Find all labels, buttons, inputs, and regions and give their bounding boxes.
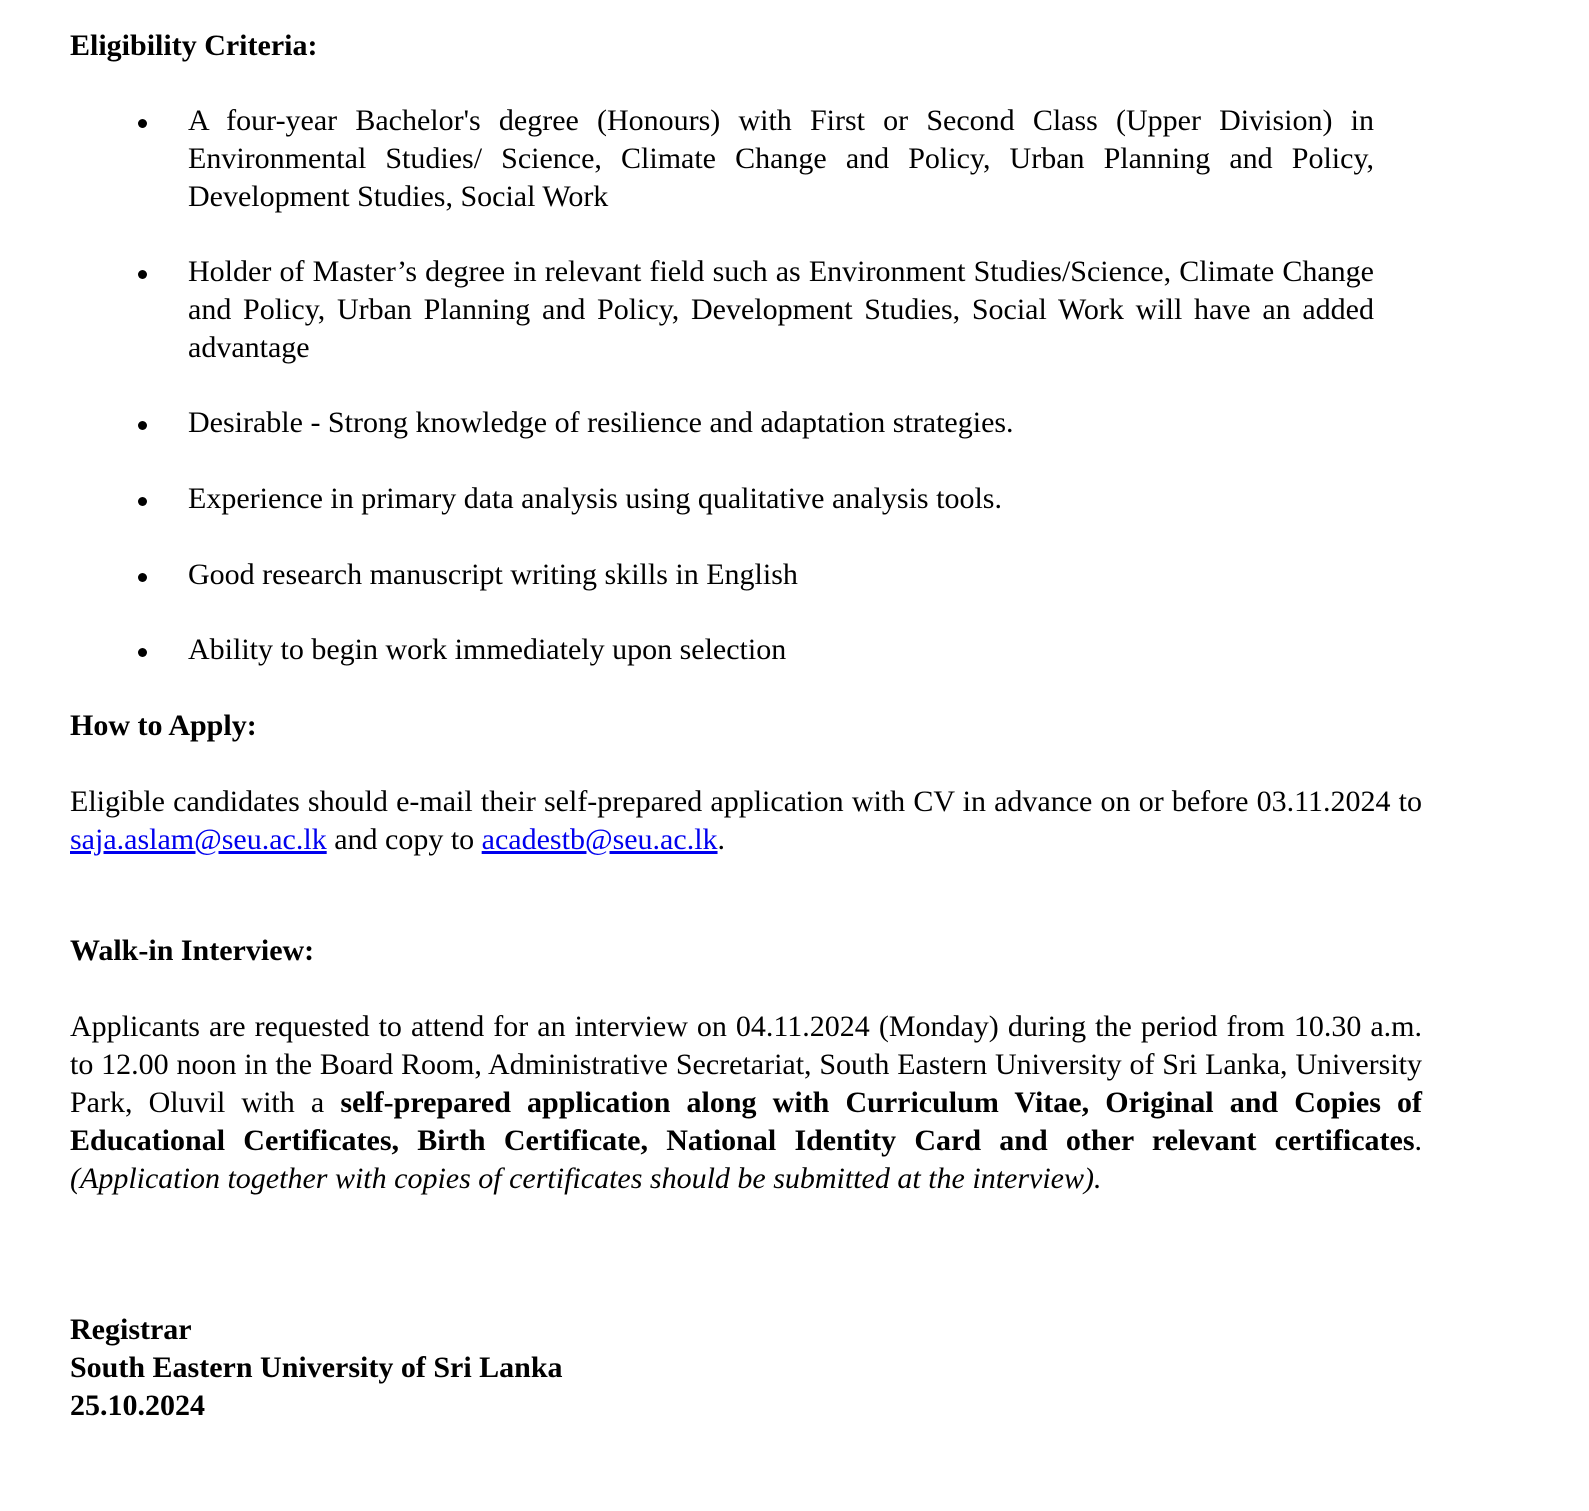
list-item-text: Desirable - Strong knowledge of resilience and adaptation strategies.	[188, 406, 1014, 439]
interview-required-documents: self-prepared application along with Curriculum Vitae, Original and Copies of Educational Certificates, Birth Certificate, National Identity Card and other relevant certificates	[70, 1086, 1423, 1157]
bullet-icon	[138, 497, 147, 506]
apply-text-middle: and copy to	[326, 823, 482, 856]
list-item-text: Good research manuscript writing skills in English	[188, 558, 798, 591]
list-item-text: Experience in primary data analysis using qualitative analysis tools.	[188, 482, 1002, 515]
bullet-icon	[138, 421, 147, 430]
interview-paragraph	[70, 1008, 1422, 1198]
signature-title: Registrar	[70, 1313, 192, 1346]
primary-email-link[interactable]: saja.aslam@seu.ac.lk	[70, 823, 327, 856]
copy-email-link[interactable]: acadestb@seu.ac.lk	[481, 823, 718, 856]
list-item-text: A four-year Bachelor's degree (Honours) with First or Second Class (Upper Division) in Environmental Studies/ Science, Climate Change and Policy, Urban Planning and Policy, Development Studies, Social Work	[188, 104, 1374, 213]
interview-submission-note: (Application together with copies of certificates should be submitted at the interview).	[70, 1162, 1102, 1195]
signature-date: 25.10.2024	[70, 1389, 205, 1422]
interview-text-period: .	[1414, 1124, 1422, 1157]
signature-organization: South Eastern University of Sri Lanka	[70, 1351, 563, 1384]
how-to-apply-paragraph	[70, 783, 1422, 859]
bullet-icon	[138, 119, 147, 128]
walk-in-interview-heading: Walk-in Interview:	[70, 934, 315, 967]
bullet-icon	[138, 270, 147, 279]
eligibility-heading: Eligibility Criteria:	[70, 29, 318, 62]
list-item-text: Ability to begin work immediately upon selection	[188, 633, 787, 666]
bullet-icon	[138, 648, 147, 657]
bullet-icon	[138, 573, 147, 582]
apply-text-before: Eligible candidates should e-mail their self-prepared application with CV in advance on or before 03.11.2024 to	[70, 785, 1422, 818]
list-item-text: Holder of Master’s degree in relevant field such as Environment Studies/Science, Climate Change and Policy, Urban Planning and Policy, Development Studies, Social Work will have an added advantage	[188, 255, 1374, 364]
apply-text-after: .	[717, 823, 726, 856]
interview-text: Applicants are requested to attend for an interview on 04.11.2024 (Monday) during the period from 10.30 a.m. to 12.00 noon in the Board Room, Administrative Secretariat, South Eastern University of Sri Lanka, University Park, Oluvil with a	[70, 1010, 1422, 1119]
how-to-apply-heading: How to Apply:	[70, 709, 257, 742]
